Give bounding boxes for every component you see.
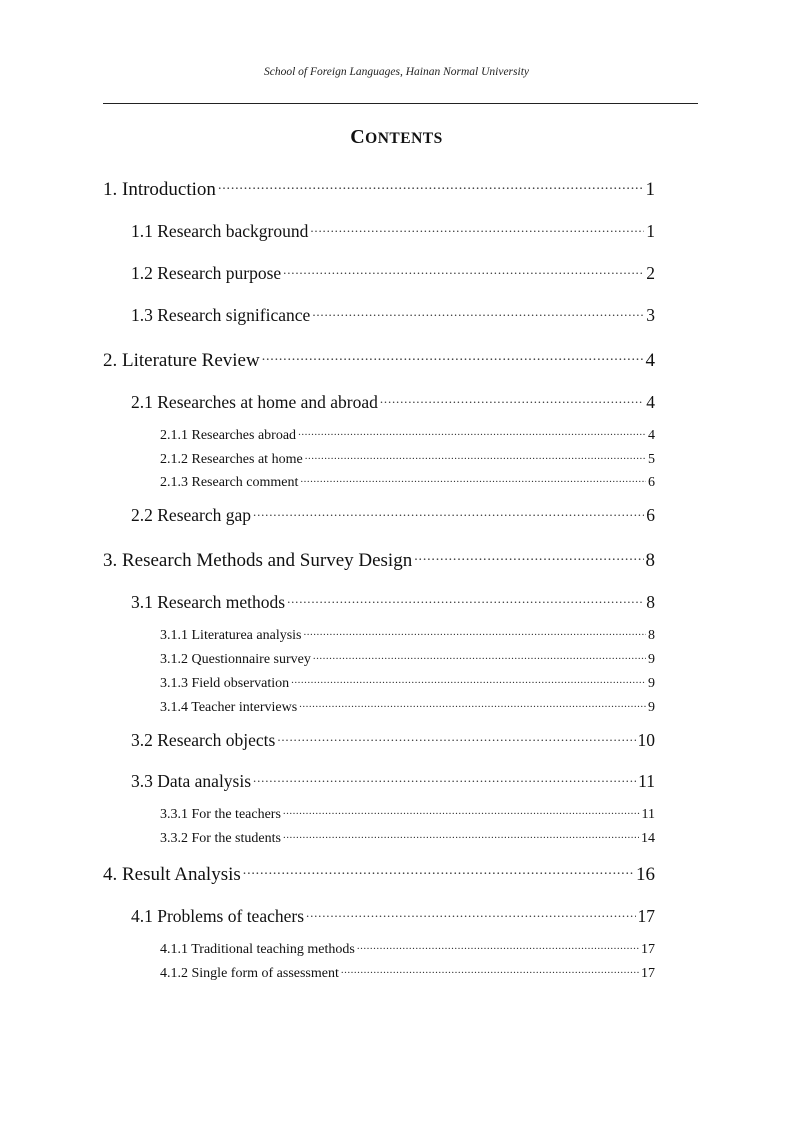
toc-entry-label: 4.1.2 Single form of assessment <box>160 966 339 981</box>
toc-entry-level2[interactable] <box>131 303 655 326</box>
dot-leader <box>277 728 635 746</box>
running-header: School of Foreign Languages, Hainan Normal University <box>263 66 530 78</box>
toc-entry-level3[interactable] <box>160 804 655 823</box>
toc-entry-label: 2.1 Researches at home and abroad <box>131 391 378 412</box>
toc-entry-label: 3.1 Research methods <box>131 591 286 612</box>
dot-leader <box>253 769 636 787</box>
title-rest: ONTENTS <box>365 130 443 147</box>
toc-entry-page: 11 <box>641 807 655 822</box>
toc-entry-page: 4 <box>648 428 655 443</box>
toc-entry-page: 8 <box>648 628 655 643</box>
toc-entry-level1[interactable] <box>103 547 655 572</box>
toc-entry-level3[interactable] <box>160 425 655 444</box>
toc-entry-page: 9 <box>648 700 655 715</box>
toc-entry-level2[interactable] <box>131 503 655 526</box>
toc-entry-label: 3.1.2 Questionnaire survey <box>160 652 311 667</box>
toc-entry-level3[interactable] <box>160 649 655 668</box>
toc-entry-level1[interactable] <box>103 861 655 886</box>
dot-leader <box>243 861 634 880</box>
toc-entry-page: 14 <box>641 831 655 846</box>
toc-entry-label: 4.1 Problems of teachers <box>131 905 305 926</box>
dot-leader <box>313 649 646 663</box>
toc-entry-label: 2. Literature Review <box>103 350 260 371</box>
toc-entry-level2[interactable] <box>131 728 655 751</box>
toc-entry-page: 16 <box>636 864 655 885</box>
toc-entry-level3[interactable] <box>160 625 655 644</box>
toc-entry-label: 2.2 Research gap <box>131 504 252 525</box>
dot-leader <box>283 804 640 818</box>
toc-entry-page: 1 <box>646 220 655 241</box>
dot-leader <box>299 697 646 711</box>
dot-leader <box>380 390 644 408</box>
dot-leader <box>300 472 646 486</box>
toc-entry-level3[interactable] <box>160 828 655 847</box>
dot-leader <box>283 828 639 842</box>
toc-entry-level3[interactable] <box>160 697 655 716</box>
toc-entry-label: 4.1.1 Traditional teaching methods <box>160 942 355 957</box>
dot-leader <box>341 963 639 977</box>
toc-entry-label: 3.1.1 Literaturea analysis <box>160 628 302 643</box>
toc-entry-level2[interactable] <box>131 219 655 242</box>
toc-entry-page: 8 <box>645 550 655 571</box>
toc-entry-level2[interactable] <box>131 390 655 413</box>
toc-entry-page: 4 <box>645 350 655 371</box>
dot-leader <box>305 449 646 463</box>
toc-entry-page: 5 <box>648 452 655 467</box>
toc-entry-page: 9 <box>648 676 655 691</box>
dot-leader <box>262 347 644 366</box>
toc-entry-page: 8 <box>646 591 655 612</box>
toc-entry-label: 3.1.4 Teacher interviews <box>160 700 298 715</box>
dot-leader <box>357 939 639 953</box>
toc-entry-label: 3.2 Research objects <box>131 729 276 750</box>
toc-entry-level2[interactable] <box>131 904 655 927</box>
toc-entry-page: 10 <box>637 729 655 750</box>
dot-leader <box>414 547 643 566</box>
toc-entry-level3[interactable] <box>160 673 655 692</box>
toc-entry-label: 4. Result Analysis <box>103 864 241 885</box>
toc-entry-label: 1.1 Research background <box>131 220 309 241</box>
toc-entry-level3[interactable] <box>160 449 655 468</box>
dot-leader <box>310 219 644 237</box>
toc-entry-page: 1 <box>645 179 655 200</box>
dot-leader <box>291 673 646 687</box>
dot-leader <box>312 303 644 321</box>
dot-leader <box>298 425 646 439</box>
toc-entry-level3[interactable] <box>160 472 655 491</box>
toc-entry-label: 2.1.3 Research comment <box>160 475 299 490</box>
toc-entry-page: 3 <box>646 304 655 325</box>
dot-leader <box>218 176 644 195</box>
toc-entry-page: 17 <box>641 942 655 957</box>
toc-entry-level2[interactable] <box>131 769 655 792</box>
dot-leader <box>304 625 646 639</box>
toc-entry-page: 6 <box>646 504 655 525</box>
dot-leader <box>253 503 644 521</box>
toc-entry-page: 2 <box>646 262 655 283</box>
toc-entry-label: 1.3 Research significance <box>131 304 311 325</box>
title-initial: C <box>350 126 366 148</box>
toc-entry-page: 11 <box>638 770 655 791</box>
toc-entry-level3[interactable] <box>160 939 655 958</box>
toc-entry-label: 3.1.3 Field observation <box>160 676 290 691</box>
dot-leader <box>287 590 644 608</box>
toc-entry-label: 3.3.2 For the students <box>160 831 281 846</box>
toc-entry-label: 3.3.1 For the teachers <box>160 807 281 822</box>
toc-entry-level2[interactable] <box>131 261 655 284</box>
toc-entry-page: 9 <box>648 652 655 667</box>
toc-entry-page: 17 <box>637 905 655 926</box>
dot-leader <box>306 904 635 922</box>
toc-entry-label: 2.1.1 Researches abroad <box>160 428 297 443</box>
toc-entry-level1[interactable] <box>103 176 655 201</box>
toc-entry-page: 4 <box>646 391 655 412</box>
toc-entry-page: 6 <box>648 475 655 490</box>
toc-entry-label: 3. Research Methods and Survey Design <box>103 550 413 571</box>
toc-entry-label: 3.3 Data analysis <box>131 770 252 791</box>
dot-leader <box>283 261 644 279</box>
toc-entry-level1[interactable] <box>103 347 655 372</box>
toc-entry-label: 1.2 Research purpose <box>131 262 282 283</box>
toc-entry-page: 17 <box>641 966 655 981</box>
toc-entry-level2[interactable] <box>131 590 655 613</box>
toc-entry-level3[interactable] <box>160 963 655 982</box>
toc-entry-label: 1. Introduction <box>103 179 216 200</box>
toc-entry-label: 2.1.2 Researches at home <box>160 452 303 467</box>
